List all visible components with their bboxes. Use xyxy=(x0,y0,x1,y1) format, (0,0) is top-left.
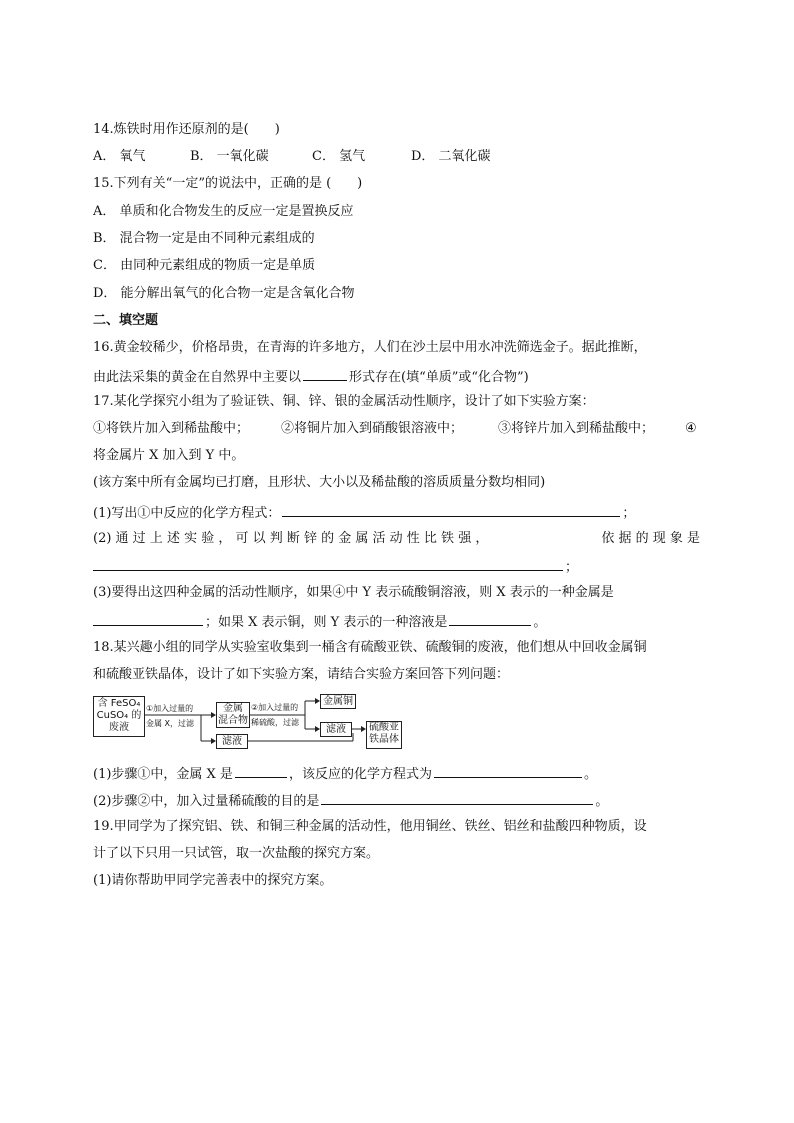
q17-line1: 17.某化学探究小组为了验证铁、铜、锌、银的金属活动性顺序，设计了如下实验方案： xyxy=(93,394,595,409)
flow-waste-line1: 含 FeSO₄ xyxy=(97,698,141,709)
q15-option-d: D． 能分解出氧气的化合物一定是含氧化合物 xyxy=(93,286,355,301)
q18-line2: 和硫酸亚铁晶体，设计了如下实验方案，请结合实验方案回答下列问题： xyxy=(93,667,510,682)
flow-step1-label-bottom: 金属 X，过滤 xyxy=(146,719,195,728)
q19-line1: 19.甲同学为了探究铝、铁、和铜三种金属的活动性，他用铜丝、铁丝、铝丝和盐酸四种物质，设 xyxy=(93,819,647,834)
q15-option-a: A． 单质和化合物发生的反应一定是置换反应 xyxy=(93,204,354,219)
q17-step-4: ④ xyxy=(685,421,697,436)
q14-option-d: D． 二氧化碳 xyxy=(411,149,491,164)
flow-step1-label-top: ①加入过量的 xyxy=(146,704,194,713)
flow-step2-label-bottom: 稀硫酸，过滤 xyxy=(251,718,299,727)
q17-line3: 将金属片 X 加入到 Y 中。 xyxy=(93,448,245,463)
q18-part1-blank-equation[interactable] xyxy=(434,763,582,778)
q17-part1 xyxy=(93,502,635,523)
q19-line2: 计了以下只用一只试管，取一次盐酸的探究方案。 xyxy=(93,846,380,861)
flow-product-line1: 硫酸亚 xyxy=(369,722,399,733)
q18-line1: 18.某兴趣小组的同学从实验室收集到一桶含有硫酸亚铁、硫酸铜的废液，他们想从中回收金属铜 xyxy=(93,640,647,655)
q18-part1-mid: ，该反应的化学方程式为 xyxy=(288,767,432,782)
flow-mix-line2: 混合物 xyxy=(218,715,248,726)
flow-waste-line3: 废液 xyxy=(109,722,129,733)
section-title: 二、填空题 xyxy=(93,313,159,328)
q17-part3-mid: ；如果 X 表示铜，则 Y 表示的一种溶液是 xyxy=(205,615,448,630)
q17-part1-end: ； xyxy=(622,506,636,521)
q17-step-3: ③将锌片加入到稀盐酸中； xyxy=(498,421,655,436)
q16-line2-pre: 由此法采集的黄金在自然界中主要以 xyxy=(93,370,302,385)
flow-filtrate1-box: 滤液 xyxy=(216,734,248,749)
q18-part2-pre: (2)步骤②中，加入过量稀硫酸的目的是 xyxy=(93,794,320,809)
flow-metal-mix-box xyxy=(216,702,250,728)
q14-option-c: C． 氢气 xyxy=(312,149,366,164)
q14-option-b: B． 一氧化碳 xyxy=(190,149,269,164)
q17-part3-line2 xyxy=(93,611,546,632)
q14-options xyxy=(93,148,513,166)
q15-option-b: B． 混合物一定是由不同种元素组成的 xyxy=(93,231,315,246)
q18-part2-blank[interactable] xyxy=(321,790,593,805)
q14-stem: 14.炼铁时用作还原剂的是( ) xyxy=(93,122,280,137)
q17-steps xyxy=(93,420,703,438)
q19-part1: (1)请你帮助甲同学完善表中的探究方案。 xyxy=(93,873,333,888)
q16-answer-blank[interactable] xyxy=(303,366,347,381)
q16-line2 xyxy=(93,366,529,387)
q17-note: (该方案中所有金属均已打磨，且形状、大小以及稀盐酸的溶质质量分数均相同) xyxy=(93,475,546,490)
q17-part3-blank-x[interactable] xyxy=(93,611,203,626)
q16-line2-post: 形式存在(填“单质”或“化合物”) xyxy=(349,370,529,385)
q17-step-2: ②将铜片加入到硝酸银溶液中； xyxy=(281,421,464,436)
q17-part2-blank[interactable] xyxy=(93,556,563,571)
q17-part3-end: 。 xyxy=(533,615,547,630)
flow-product-box xyxy=(366,721,402,749)
q17-step-1: ①将铁片加入到稀盐酸中； xyxy=(93,421,250,436)
q18-part1-pre: (1)步骤①中，金属 X 是 xyxy=(93,767,233,782)
q15-stem: 15.下列有关“一定”的说法中，正确的是 ( ) xyxy=(93,176,363,191)
q18-part2-end: 。 xyxy=(595,794,609,809)
q14-option-a: A． 氧气 xyxy=(93,149,146,164)
flow-waste-box xyxy=(93,696,145,737)
flow-waste-line2: CuSO₄ 的 xyxy=(96,710,142,721)
q18-part1-end: 。 xyxy=(583,767,597,782)
q18-part1-blank-metal[interactable] xyxy=(235,763,287,778)
q17-part2-end: ； xyxy=(565,560,579,575)
q17-part1-blank[interactable] xyxy=(282,502,620,517)
q17-part2-left: (2) 通 过 上 述 实 验 ， 可 以 判 断 锌 的 金 属 活 动 性 比 铁 强 ， xyxy=(93,531,489,546)
q17-part3-line1: (3)要得出这四种金属的活动性顺序，如果④中 Y 表示硫酸铜溶液，则 X 表示的一种金属是 xyxy=(93,585,614,600)
q17-part2-right: 依 据 的 现 象 是 xyxy=(601,531,700,546)
flow-product-line2: 铁晶体 xyxy=(369,734,399,745)
flow-step2-label-top: ②加入过量的 xyxy=(251,703,299,712)
q17-part2-answer xyxy=(93,556,578,577)
q17-part1-prompt: (1)写出①中反应的化学方程式： xyxy=(93,506,281,521)
flow-filtrate2-box: 滤液 xyxy=(320,722,352,737)
q17-part3-blank-y[interactable] xyxy=(449,611,531,626)
flow-copper-box: 金属铜 xyxy=(320,694,356,709)
q17-part2 xyxy=(93,530,700,548)
q16-line1: 16.黄金较稀少，价格昂贵，在青海的许多地方，人们在沙土层中用水冲洗筛选金子。据此推断， xyxy=(93,340,647,355)
q15-option-c: C． 由同种元素组成的物质一定是单质 xyxy=(93,258,316,273)
q18-flowchart xyxy=(93,693,408,753)
flow-mix-line1: 金属 xyxy=(223,703,243,714)
q18-part2 xyxy=(93,790,608,811)
q18-part1 xyxy=(93,763,597,784)
